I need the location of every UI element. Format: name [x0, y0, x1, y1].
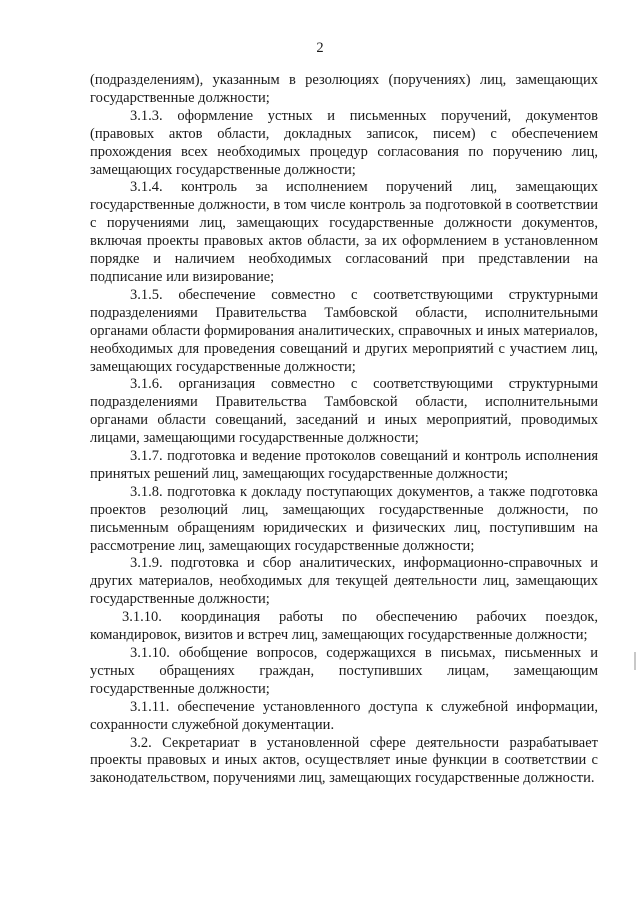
- paragraph-3-2: 3.2. Секретариат в установленной сфере деятельности разрабатывает проекты правовых и иных актов, осуществляет иные функции в соответствии с законодательством, поручениями лиц, замещающих государственные должности.: [90, 734, 598, 787]
- paragraph-3-1-9: 3.1.9. подготовка и сбор аналитических, информационно-справочных и других материалов, необходимых для текущей деятельности лиц, замещающих государственные должности;: [90, 555, 598, 608]
- scan-edge-mark: [634, 652, 636, 670]
- paragraph-3-1-3: 3.1.3. оформление устных и письменных поручений, документов (правовых актов области, докладных записок, писем) с обеспечением прохождения всех необходимых процедур согласования по поручению лиц, замещающих государственные должности;: [90, 107, 598, 178]
- page-number: 2: [316, 40, 324, 56]
- paragraph-3-1-10-summary: 3.1.10. обобщение вопросов, содержащихся в письмах, письменных и устных обращениях граждан, поступивших лицам, замещающим государственные должности;: [90, 645, 598, 697]
- paragraph-3-1-7: 3.1.7. подготовка и ведение протоколов совещаний и контроль исполнения принятых решений лиц, замещающих государственные должности;: [90, 448, 598, 482]
- paragraph-3-1-11: 3.1.11. обеспечение установленного доступа к служебной информации, сохранности служебной документации.: [90, 698, 598, 733]
- paragraph-3-1-6: 3.1.6. организация совместно с соответствующими структурными подразделениями Правительства Тамбовской области, исполнительными органами области совещаний, заседаний и иных мероприятий, проводимых лицами, замещающими государственные должности;: [90, 376, 598, 447]
- paragraph-3-1-5: 3.1.5. обеспечение совместно с соответствующими структурными подразделениями Правительства Тамбовской области, исполнительными органами области формирования аналитических, справочных и иных материалов, необходимых для проведения совещаний и других мероприятий с участием лиц, замещающих государственные должности;: [90, 286, 598, 375]
- paragraph-3-1-8: 3.1.8. подготовка к докладу поступающих документов, а также подготовка проектов резолюций лиц, замещающих государственные должности, по письменным обращениям юридических и физических лиц, поступившим на рассмотрение лиц, замещающих государственные должности;: [90, 483, 598, 554]
- document-body: [90, 72, 598, 788]
- paragraph-3-1-10-coordination: 3.1.10. координация работы по обеспечению рабочих поездок, командировок, визитов и встреч лиц, замещающих государственные должности;: [90, 609, 598, 644]
- paragraph-continuation: (подразделениям), указанным в резолюциях (поручениях) лиц, замещающих государственные должности;: [90, 72, 598, 106]
- paragraph-3-1-4: 3.1.4. контроль за исполнением поручений лиц, замещающих государственные должности, в том числе контроль за подготовкой в соответствии с поручениями лиц, замещающих государственные должности документов, включая проекты правовых актов области, за их оформлением в установленном порядке и наличием необходимых согласований при представлении на подписание или визирование;: [90, 179, 598, 285]
